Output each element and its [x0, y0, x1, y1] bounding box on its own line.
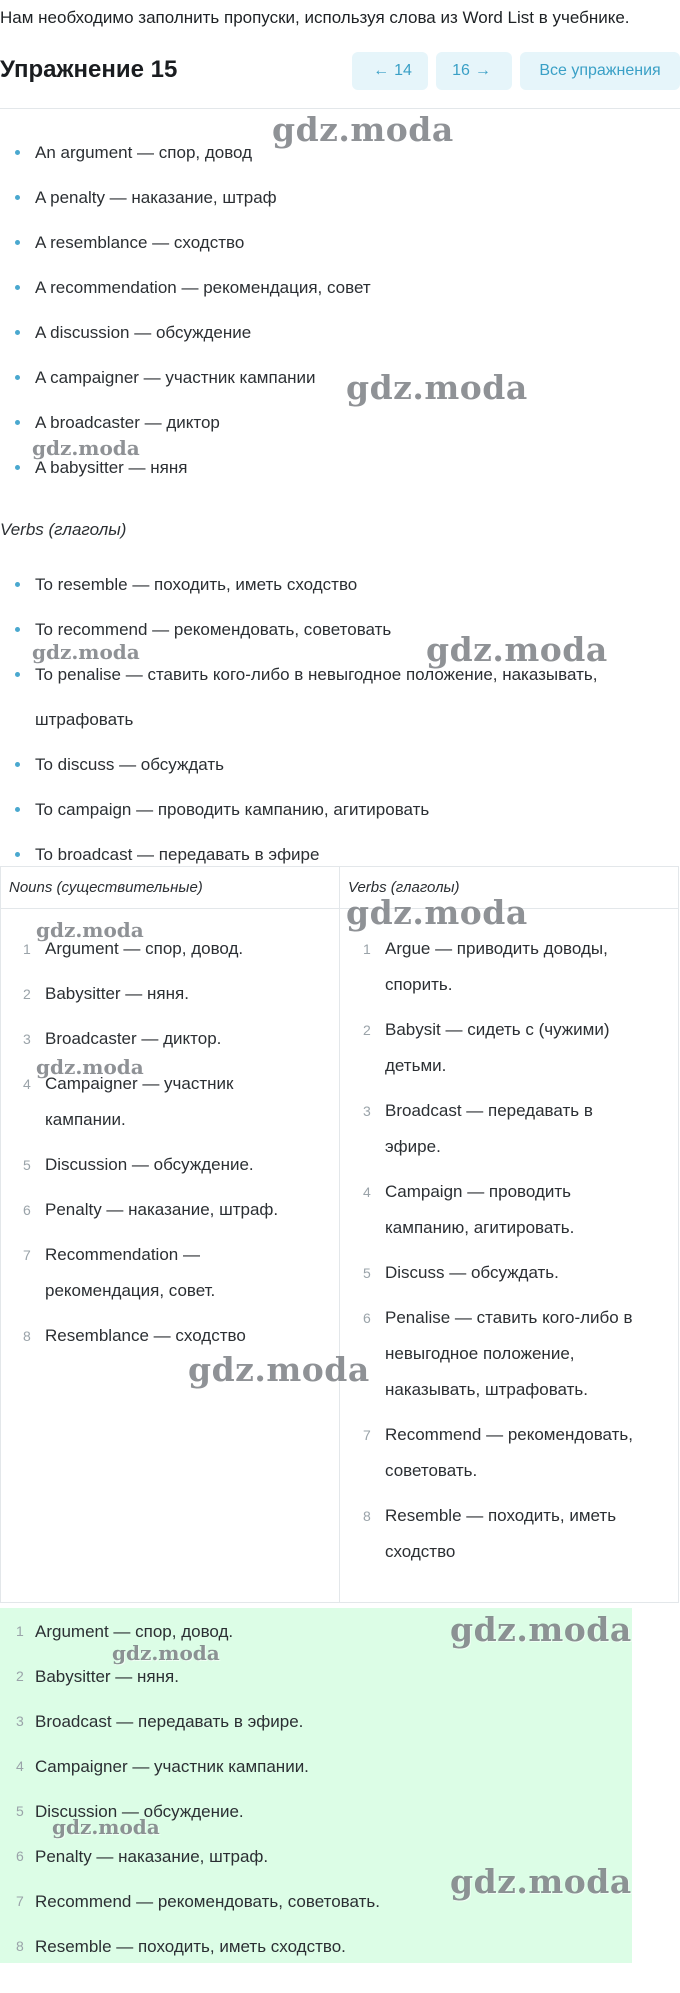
table-row: 4 Campaign — проводить кампанию, агитировать. [363, 1182, 575, 1237]
list-item: To recommend — рекомендовать, советовать [0, 607, 680, 652]
bullet-icon [15, 150, 20, 155]
list-item: A recommendation — рекомендация, совет [0, 265, 680, 310]
watermark: gdz.moda [272, 110, 454, 149]
table-header-divider [1, 908, 678, 909]
bullet-icon [15, 285, 20, 290]
list-item: 1 Argument — спор, довод. [16, 1622, 234, 1641]
prev-exercise-label: 14 [394, 62, 412, 79]
list-item: A broadcaster — диктор [0, 400, 680, 445]
words-table [0, 866, 679, 1603]
table-row: 8 Resemble — походить, иметь сходство [363, 1506, 617, 1561]
verbs-list [0, 562, 680, 877]
table-row: 6 Penalise — ставить кого-либо в невыгодное положение, наказывать, штрафовать. [363, 1308, 633, 1399]
prev-exercise-button[interactable] [352, 52, 428, 90]
list-item: 8 Resemble — походить, иметь сходство. [16, 1937, 346, 1956]
answer-block [0, 1608, 632, 1963]
arrow-left-icon: ← [373, 62, 390, 79]
list-item: A discussion — обсуждение [0, 310, 680, 355]
list-item: A resemblance — сходство [0, 220, 680, 265]
table-verbs-list [351, 931, 661, 1579]
list-item: 5 Discussion — обсуждение. [16, 1802, 244, 1821]
bullet-icon [15, 852, 20, 857]
header-divider [0, 108, 680, 109]
bullet-icon [15, 672, 20, 677]
watermark: gdz.moda [450, 1862, 632, 1901]
list-item: A campaigner — участник кампании [0, 355, 680, 400]
list-item: To discuss — обсуждать [0, 742, 680, 787]
bullet-icon [15, 465, 20, 470]
bullet-icon [15, 582, 20, 587]
table-header-nouns: Nouns (существительные) [9, 879, 203, 896]
watermark: gdz.moda [32, 436, 140, 460]
bullet-icon [15, 807, 20, 812]
bullet-icon [15, 627, 20, 632]
list-item: An argument — спор, довод [0, 130, 680, 175]
table-row: 5 Discussion — обсуждение. [23, 1155, 254, 1174]
bullet-icon [15, 762, 20, 767]
table-row: 3 Broadcast — передавать в эфире. [363, 1101, 593, 1156]
watermark: gdz.moda [188, 1350, 370, 1389]
watermark: gdz.moda [36, 918, 144, 942]
list-item: 6 Penalty — наказание, штраф. [16, 1847, 269, 1866]
table-row: 6 Penalty — наказание, штраф. [23, 1200, 279, 1219]
bullet-icon [15, 195, 20, 200]
list-item: 3 Broadcast — передавать в эфире. [16, 1712, 304, 1731]
list-item: A babysitter — няня [0, 445, 680, 490]
answer-list [0, 1609, 632, 1969]
next-exercise-label: 16 [452, 62, 470, 79]
watermark: gdz.moda [426, 630, 608, 669]
intro-text: Нам необходимо заполнить пропуски, используя слова из Word List в учебнике. [0, 8, 630, 27]
list-item: 7 Recommend — рекомендовать, советовать. [16, 1892, 380, 1911]
list-item: To broadcast — передавать в эфире [0, 832, 680, 877]
table-row: 1 Argument — спор, довод. [23, 939, 244, 958]
all-exercises-button[interactable]: Все упражнения [520, 52, 680, 90]
watermark: gdz.moda [346, 893, 528, 932]
list-item: To penalise — ставить кого-либо в невыгодное положение, наказывать, штрафовать [0, 652, 680, 742]
list-item: A penalty — наказание, штраф [0, 175, 680, 220]
arrow-right-icon: → [474, 62, 491, 79]
list-item: 4 Campaigner — участник кампании. [16, 1757, 309, 1776]
watermark: gdz.moda [32, 640, 140, 664]
watermark: gdz.moda [450, 1610, 632, 1649]
table-row: 8 Resemblance — сходство [23, 1326, 246, 1345]
list-item: To resemble — походить, иметь сходство [0, 562, 680, 607]
watermark: gdz.moda [36, 1055, 144, 1079]
list-item: To campaign — проводить кампанию, агитировать [0, 787, 680, 832]
table-row: 5 Discuss — обсуждать. [363, 1263, 559, 1282]
next-exercise-button[interactable] [436, 52, 512, 90]
table-row: 7 Recommend — рекомендовать, советовать. [363, 1425, 634, 1480]
watermark: gdz.moda [52, 1815, 160, 1839]
list-item: 2 Babysitter — няня. [16, 1667, 179, 1686]
bullet-icon [15, 330, 20, 335]
table-header-verbs: Verbs (глаголы) [348, 879, 460, 896]
table-nouns-list [11, 931, 329, 1363]
table-row: 7 Recommendation — рекомендация, совет. [23, 1245, 216, 1300]
bullet-icon [15, 375, 20, 380]
watermark: gdz.moda [346, 368, 528, 407]
table-row: 1 Argue — приводить доводы, спорить. [363, 939, 608, 994]
bullet-icon [15, 420, 20, 425]
table-row: 2 Babysitter — няня. [23, 984, 189, 1003]
watermark: gdz.moda [112, 1641, 220, 1665]
bullet-icon [15, 240, 20, 245]
table-row: 3 Broadcaster — диктор. [23, 1029, 222, 1048]
table-column-divider [339, 867, 340, 1602]
page-title: Упражнение 15 [0, 56, 178, 83]
table-row: 4 Campaigner — участник кампании. [23, 1074, 234, 1129]
verbs-heading: Verbs (глаголы) [0, 520, 127, 539]
table-row: 2 Babysit — сидеть с (чужими) детьми. [363, 1020, 610, 1075]
